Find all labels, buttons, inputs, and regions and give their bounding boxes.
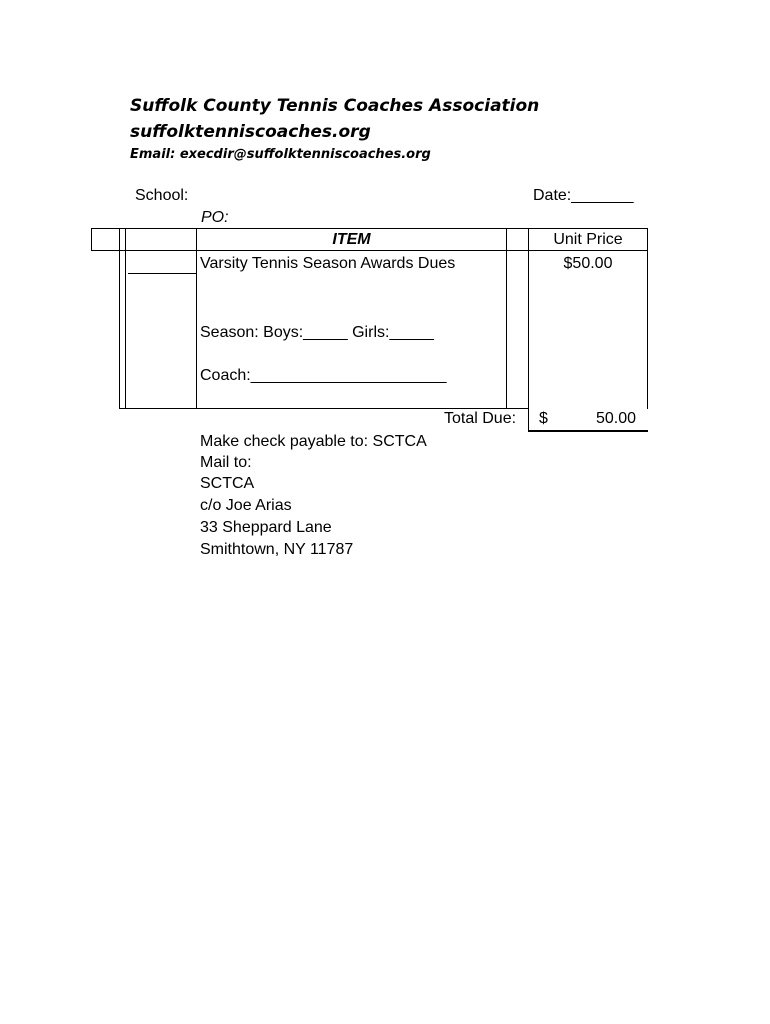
mail-care-of: c/o Joe Arias [200, 497, 292, 514]
item-description: Varsity Tennis Season Awards Dues [200, 255, 456, 272]
item-unit-price: $50.00 [563, 255, 613, 272]
table-col-line [506, 228, 507, 409]
total-amount: 50.00 [595, 410, 636, 427]
mail-name: SCTCA [200, 475, 255, 492]
total-underline [528, 430, 648, 432]
coach-line: Coach:______________________ [200, 367, 447, 384]
school-label: School: [135, 187, 189, 204]
mail-street: 33 Sheppard Lane [200, 519, 332, 536]
org-email: Email: execdir@suffolktenniscoaches.org [130, 147, 431, 162]
table-right-edge [647, 228, 648, 409]
table-top-border [91, 228, 648, 229]
payable-line: Make check payable to: SCTCA [200, 433, 427, 450]
cell-underline [128, 273, 197, 274]
mail-city: Smithtown, NY 11787 [200, 541, 354, 558]
date-label: Date:_______ [533, 187, 634, 204]
table-col-line [119, 228, 120, 409]
table-col-line [196, 228, 197, 409]
org-website: suffolktenniscoaches.org [130, 122, 371, 142]
mail-to-label: Mail to: [200, 454, 252, 471]
season-line: Season: Boys:_____ Girls:_____ [200, 324, 434, 341]
unit-price-column-header: Unit Price [553, 231, 623, 248]
table-header-border [91, 250, 648, 251]
table-col-line [125, 228, 126, 409]
item-column-header: ITEM [332, 231, 371, 248]
org-name: Suffolk County Tennis Coaches Association [130, 96, 540, 116]
total-due-label: Total Due: [444, 410, 517, 427]
po-label: PO: [201, 209, 229, 226]
table-left-edge [91, 228, 92, 251]
total-currency: $ [539, 410, 548, 427]
